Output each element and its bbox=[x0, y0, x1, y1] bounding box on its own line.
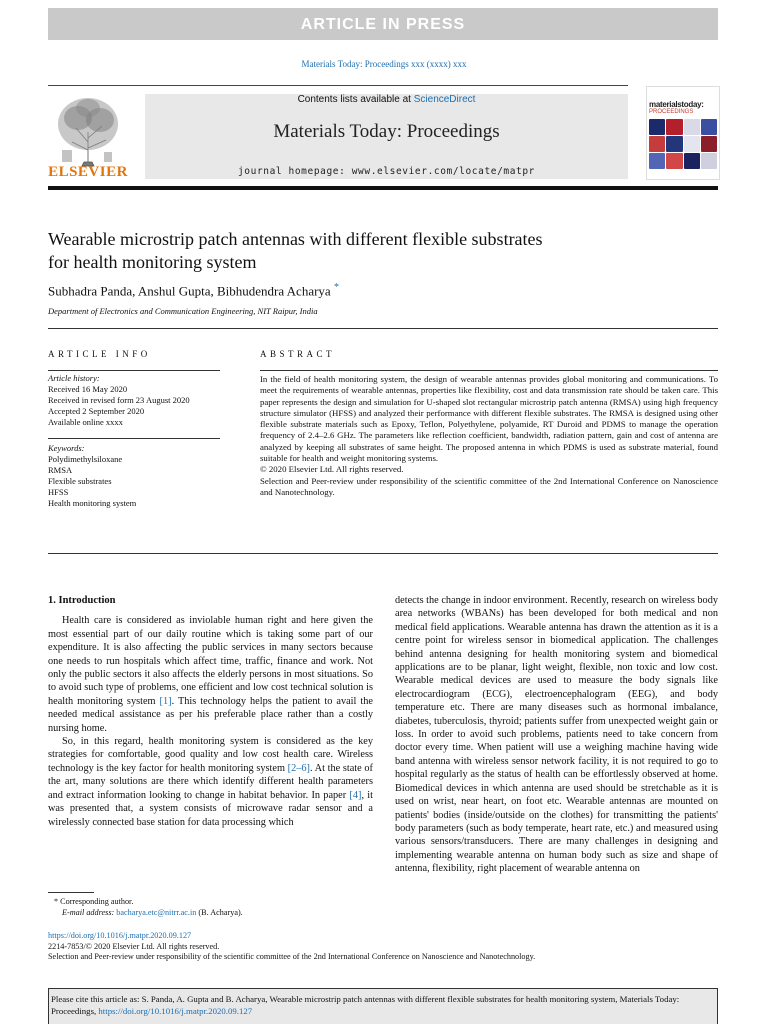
divider bbox=[260, 370, 718, 371]
doi-block bbox=[48, 931, 728, 963]
abstract-copyright: © 2020 Elsevier Ltd. All rights reserved. bbox=[260, 464, 404, 475]
footnote bbox=[54, 896, 374, 918]
cover-subtitle: PROCEEDINGS bbox=[649, 109, 694, 115]
history-item: Accepted 2 September 2020 bbox=[48, 406, 145, 416]
cover-tile bbox=[666, 136, 682, 152]
keyword: Flexible substrates bbox=[48, 476, 112, 486]
divider bbox=[48, 553, 718, 554]
cite-this-article-box bbox=[48, 988, 718, 1024]
cover-tile bbox=[649, 153, 665, 169]
abstract-heading: ABSTRACT bbox=[260, 349, 336, 359]
sciencedirect-link[interactable]: ScienceDirect bbox=[413, 94, 476, 105]
cover-tile bbox=[684, 153, 700, 169]
section-heading: 1. Introduction bbox=[48, 595, 116, 606]
text-run: Health care is considered as inviolable human right and here given the most essential part of our daily routine which is taking some part of our expenditure. It is also affecting the public services in many sectors because one needs to run hospitals which affect time, traffic, finance and work. Not only the public sectors it also affects the elderly persons in most situations. So to avoid such type of problems, one efficient and low cost technical solution is health monitoring system bbox=[48, 615, 373, 707]
divider bbox=[48, 328, 718, 329]
cover-tile bbox=[701, 136, 717, 152]
divider bbox=[48, 438, 220, 439]
abstract-text: In the field of health monitoring system, the design of wearable antennas provides global monitoring and communications. To meet the requirements of wearable antennas, properties like flexibility, cost and data transmission rate should be taken care. This paper represents the design and simulation for U-shaped slot rectangular microstrip patch antenna (RMSA) using high frequency structure simulator (HFSS) and analyzed their performance with different flexible substrates. The RMSA is designed using other flexible substrate materials such as Epoxy, Teflon, Polyethylene, polyamide, RT Duroid and PDMS to manage the operation frequency of 2.4–2.6 GHz. The parameters like reflection coefficient, bandwidth, radiation pattern, gain and cost of antenna are analyzed by keeping all substrates of same height. The proposed antenna in which PDMS is used as substrate material, found suitable for health and weight monitoring systems. bbox=[260, 374, 718, 464]
keywords bbox=[48, 443, 220, 509]
contents-line bbox=[145, 94, 628, 105]
keyword: RMSA bbox=[48, 465, 73, 475]
citation-link[interactable]: [2–6] bbox=[287, 762, 310, 774]
journal-homepage[interactable]: journal homepage: www.elsevier.com/locate/matpr bbox=[237, 166, 535, 177]
keyword: Health monitoring system bbox=[48, 498, 137, 508]
history-item: Available online xxxx bbox=[48, 417, 123, 427]
keyword: HFSS bbox=[48, 487, 69, 497]
paper-title bbox=[48, 228, 648, 274]
cover-tile bbox=[666, 119, 682, 135]
corresponding-author-note: * Corresponding author. bbox=[54, 897, 134, 906]
keyword: Polydimethylsiloxane bbox=[48, 454, 123, 464]
affiliation: Department of Electronics and Communication Engineering, NIT Raipur, India bbox=[48, 306, 318, 316]
cover-tile bbox=[684, 119, 700, 135]
text-run: So, in this regard, health monitoring system is considered as the key strategies for comfortable, good quality and low cost health care. Wireless technology is the key factor for health monitoring system bbox=[48, 736, 373, 774]
abstract-peer-review: Selection and Peer-review under responsibility of the scientific committee of the 2nd International Conference on Nanoscience and Nanotechnology. bbox=[260, 475, 718, 497]
email-link[interactable]: bacharya.etc@nitrr.ac.in bbox=[116, 908, 197, 917]
cover-mosaic bbox=[649, 119, 717, 169]
title-line-2: for health monitoring system bbox=[48, 252, 257, 272]
divider bbox=[48, 370, 220, 371]
intro-left-column bbox=[48, 594, 373, 829]
publisher-name: ELSEVIER bbox=[48, 164, 128, 180]
cover-tile bbox=[684, 136, 700, 152]
journal-title: Materials Today: Proceedings bbox=[273, 121, 500, 142]
intro-paragraph-2 bbox=[48, 735, 373, 829]
citation-link[interactable]: [4] bbox=[349, 789, 362, 801]
cover-tile bbox=[649, 136, 665, 152]
intro-paragraph-continued: detects the change in indoor environment. Recently, research on wireless body area networks (WBANs) has been developed for both medical and non medical field applications. Wearable antenna has drawn the attention as it is a centre point for wireless sensor in biomedical application. The challenges behind antenna designing for health monitoring system and biomedical applications are to be planar, light weight, flexible, non toxic and low cost. Wearable medical devices are used to measure the body signals like electrocardiogram (ECG), electroencephalogram (EEG), and body temperature etc. There are many diseases such as hormonal imbalance, diabetes, tuberculosis, thyroid; patients suffer from unexpected weight gain or loss. In order to avoid such problems, patients need to take concern from doctor every time. When patient will use a weighing machine having wide band antenna with wireless sensor network facility, it is not required to go to hospital regularly as the status of health can be effortlessly observed at home. Biomedical devices in which antenna are used should be stretchable as it is used on wrist, near heart, on foot etc. Wearable antennas are mounted on patients' bodies (inside/outside on the clothes) for transmitting the patients' body parameters (such as body temperate, heart rate, etc.) and measured using various sensors/transducers. There are many challenges in designing and implementing wearable antenna on human body such as size and shape of antenna, flexibility, right placement of wearable antenna on bbox=[395, 595, 719, 875]
issn-line: 2214-7853/© 2020 Elsevier Ltd. All rights reserved. bbox=[48, 941, 220, 951]
contents-prefix: Contents lists available at bbox=[297, 94, 414, 105]
cite-doi-link[interactable]: https://doi.org/10.1016/j.matpr.2020.09.127 bbox=[98, 1006, 253, 1016]
history-label: Article history: bbox=[48, 373, 100, 383]
email-label: E-mail address: bbox=[62, 908, 117, 917]
history-item: Received in revised form 23 August 2020 bbox=[48, 395, 190, 405]
doi-link[interactable]: https://doi.org/10.1016/j.matpr.2020.09.127 bbox=[48, 931, 192, 940]
email-suffix: (B. Acharya). bbox=[196, 908, 243, 917]
journal-reference-link[interactable]: Materials Today: Proceedings xxx (xxxx) xxx bbox=[301, 59, 467, 69]
cover-tile bbox=[701, 153, 717, 169]
peer-review-line: Selection and Peer-review under responsibility of the scientific committee of the 2nd International Conference on Nanoscience and Nanotechnology. bbox=[48, 952, 536, 961]
abstract-body bbox=[260, 374, 718, 498]
header-rule bbox=[48, 85, 628, 86]
cover-title: materialstoday: bbox=[649, 100, 704, 109]
authors bbox=[48, 282, 339, 299]
cite-text: Please cite this article as: S. Panda, A. Gupta and B. Acharya, Wearable microstrip patch antennas with different flexible substrates for health monitoring system, Materials Today: Proceedings, bbox=[51, 994, 680, 1016]
cover-tile bbox=[649, 119, 665, 135]
author-names: Subhadra Panda, Anshul Gupta, Bibhudendra Acharya bbox=[48, 283, 331, 299]
intro-right-column bbox=[395, 594, 718, 876]
email-line bbox=[54, 907, 374, 918]
article-in-press-banner: ARTICLE IN PRESS bbox=[48, 8, 718, 40]
corresponding-author-mark[interactable]: * bbox=[333, 282, 339, 293]
text-run: , it was presented that, a system consists of microwave radar sensor and a wirelessly connected base station for data processing which bbox=[48, 789, 373, 828]
title-line-1: Wearable microstrip patch antennas with different flexible substrates bbox=[48, 229, 543, 249]
text-run: . At the state of the art, many solutions are there which identify different health parameters and extract information looking to change in habitat behavior. In paper bbox=[48, 762, 373, 801]
history-item: Received 16 May 2020 bbox=[48, 384, 128, 394]
keywords-label: Keywords: bbox=[48, 443, 85, 453]
intro-paragraph-1 bbox=[48, 614, 373, 735]
footnote-rule bbox=[48, 892, 94, 893]
text-run: . This technology helps the patient to avail the needed medical assistance as per his preferable place rather than a costly nursing home. bbox=[48, 695, 373, 734]
cover-tile bbox=[701, 119, 717, 135]
article-info-heading: ARTICLE INFO bbox=[48, 349, 151, 359]
article-history bbox=[48, 373, 220, 428]
citation-link[interactable]: [1] bbox=[159, 695, 172, 707]
header-thick-rule bbox=[48, 186, 718, 190]
cover-tile bbox=[666, 153, 682, 169]
journal-cover-image bbox=[646, 86, 720, 180]
